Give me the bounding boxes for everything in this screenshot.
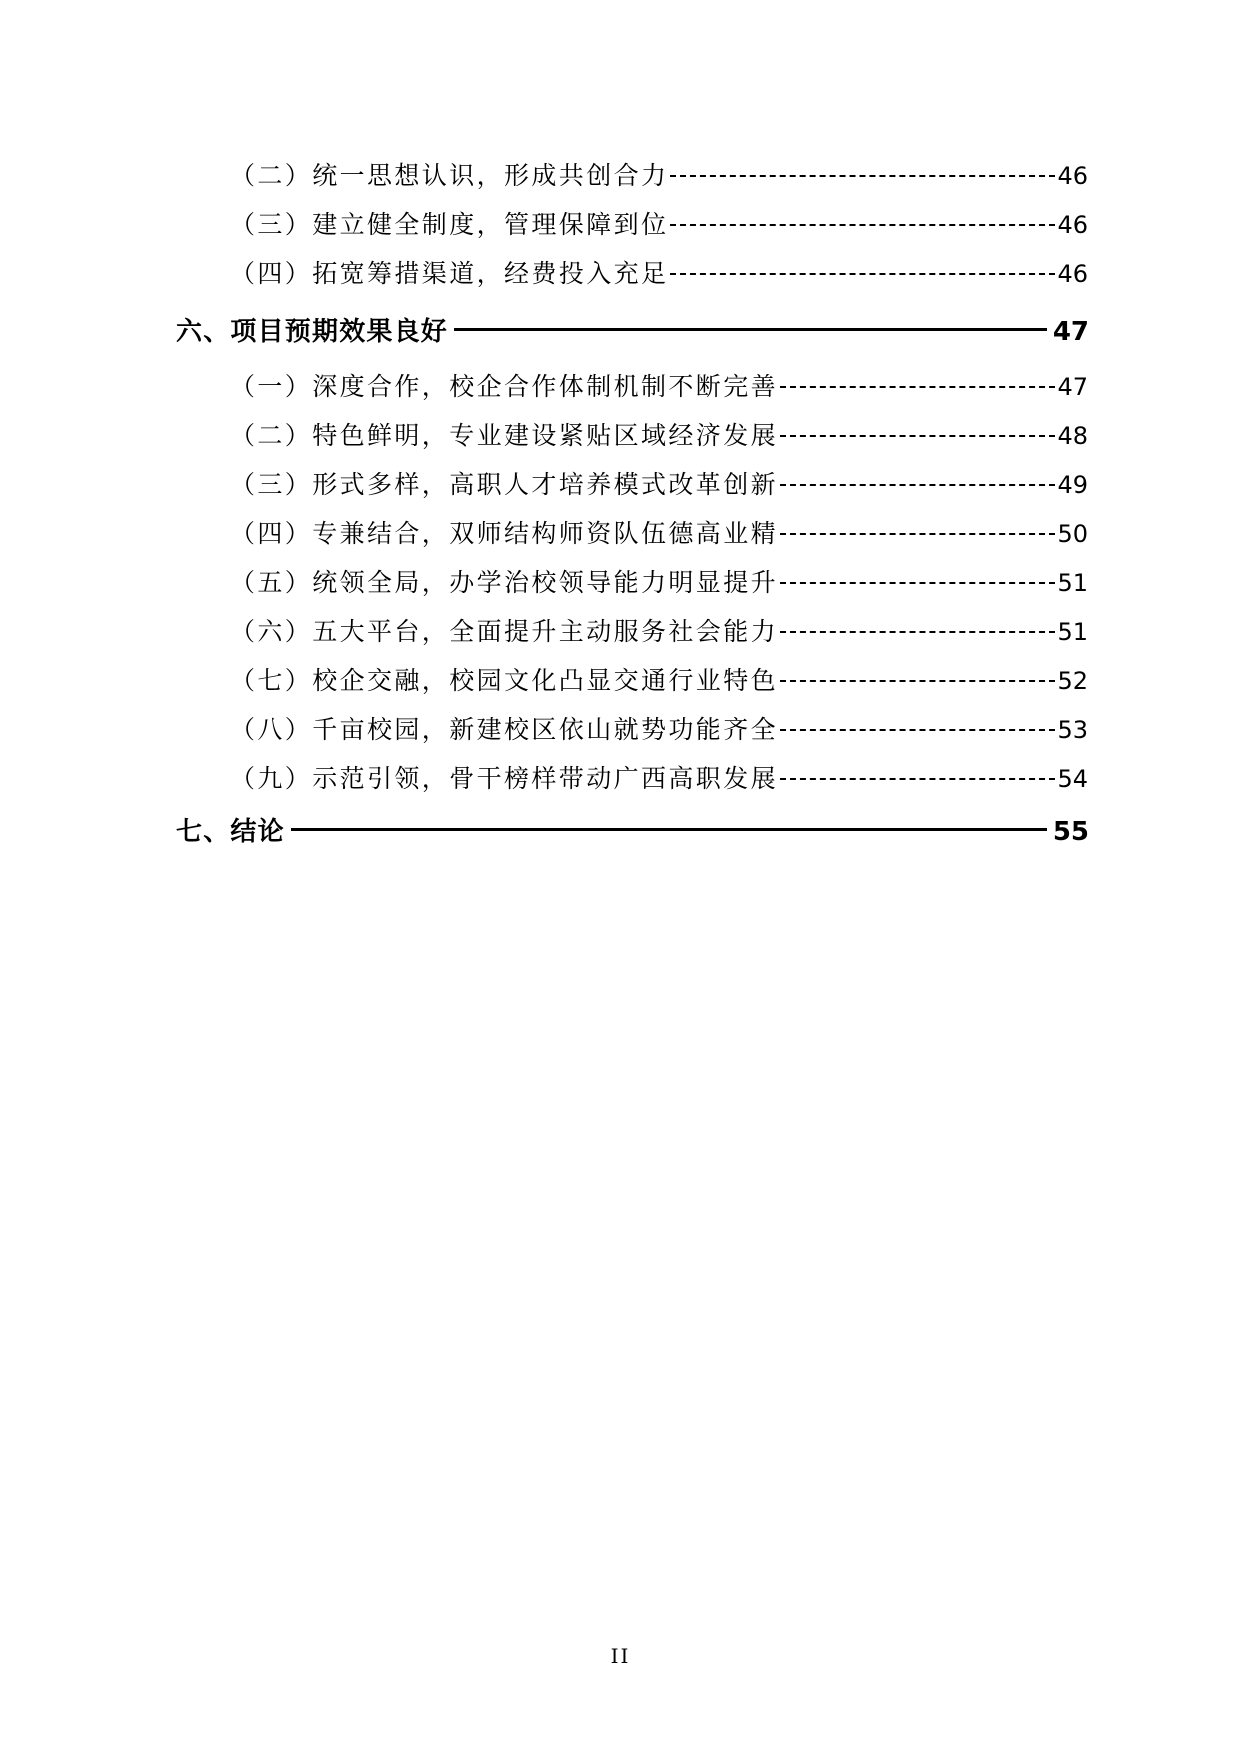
toc-entry-page: 48 [1057, 422, 1088, 450]
toc-entry-page: 46 [1057, 162, 1088, 190]
toc-leader-line [291, 827, 1047, 831]
toc-entry-title: （二）特色鲜明，专业建设紧贴区域经济发展 [230, 421, 779, 450]
toc-entry-page: 49 [1057, 471, 1088, 499]
toc-entry[interactable] [230, 710, 1088, 746]
toc-entry[interactable] [230, 205, 1088, 241]
toc-entry-page: 52 [1057, 667, 1088, 695]
toc-entry-title: （九）示范引领，骨干榜样带动广西高职发展 [230, 764, 779, 793]
toc-leader-dots [780, 483, 1055, 486]
toc-leader-dots [670, 174, 1055, 177]
toc-entry-page: 51 [1057, 618, 1088, 646]
toc-chapter-title: 六、项目预期效果良好 [176, 317, 449, 347]
toc-entry[interactable] [230, 416, 1088, 452]
page-number: II [610, 1644, 631, 1668]
toc-entry-page: 46 [1057, 260, 1088, 288]
toc-entry-page: 53 [1057, 716, 1088, 744]
toc-entry[interactable] [230, 661, 1088, 697]
toc-entry[interactable] [230, 465, 1088, 501]
toc-leader-dots [670, 223, 1055, 226]
toc-chapter-title: 七、结论 [176, 817, 285, 847]
toc-entry-title: （五）统领全局，办学治校领导能力明显提升 [230, 568, 779, 597]
toc-leader-dots [780, 728, 1055, 731]
toc-leader-dots [780, 679, 1055, 682]
toc-entry-page: 46 [1057, 211, 1088, 239]
toc-leader-line [454, 327, 1047, 331]
toc-entry-page: 50 [1057, 520, 1088, 548]
toc-leader-dots [780, 532, 1055, 535]
toc-entry-page: 54 [1057, 765, 1088, 793]
toc-entry-page: 47 [1057, 373, 1088, 401]
toc-entry[interactable] [230, 612, 1088, 648]
toc-entry-title: （三）建立健全制度，管理保障到位 [230, 210, 669, 239]
toc-chapter-page: 47 [1052, 317, 1089, 347]
toc-entry[interactable] [230, 514, 1088, 550]
toc-chapter-entry[interactable] [176, 811, 1089, 848]
toc-leader-dots [780, 581, 1055, 584]
toc-chapter-page: 55 [1052, 817, 1089, 847]
toc-entry-page: 51 [1057, 569, 1088, 597]
toc-leader-dots [670, 272, 1055, 275]
toc-leader-dots [780, 777, 1055, 780]
toc-entry-title: （一）深度合作，校企合作体制机制不断完善 [230, 372, 779, 401]
toc-entry[interactable] [230, 759, 1088, 795]
toc-entry[interactable] [230, 563, 1088, 599]
toc-entry-title: （八）千亩校园，新建校区依山就势功能齐全 [230, 715, 779, 744]
toc-entry[interactable] [230, 156, 1088, 192]
toc-chapter-entry[interactable] [176, 311, 1089, 348]
toc-entry-title: （三）形式多样，高职人才培养模式改革创新 [230, 470, 779, 499]
toc-leader-dots [780, 434, 1055, 437]
toc-leader-dots [780, 630, 1055, 633]
toc-entry-title: （四）专兼结合，双师结构师资队伍德高业精 [230, 519, 779, 548]
toc-entry-title: （四）拓宽筹措渠道，经费投入充足 [230, 259, 669, 288]
toc-entry[interactable] [230, 367, 1088, 403]
toc-leader-dots [780, 385, 1055, 388]
toc-entry-title: （七）校企交融，校园文化凸显交通行业特色 [230, 666, 779, 695]
toc-entry-title: （六）五大平台，全面提升主动服务社会能力 [230, 617, 779, 646]
toc-entry-title: （二）统一思想认识，形成共创合力 [230, 161, 669, 190]
toc-entry[interactable] [230, 254, 1088, 290]
